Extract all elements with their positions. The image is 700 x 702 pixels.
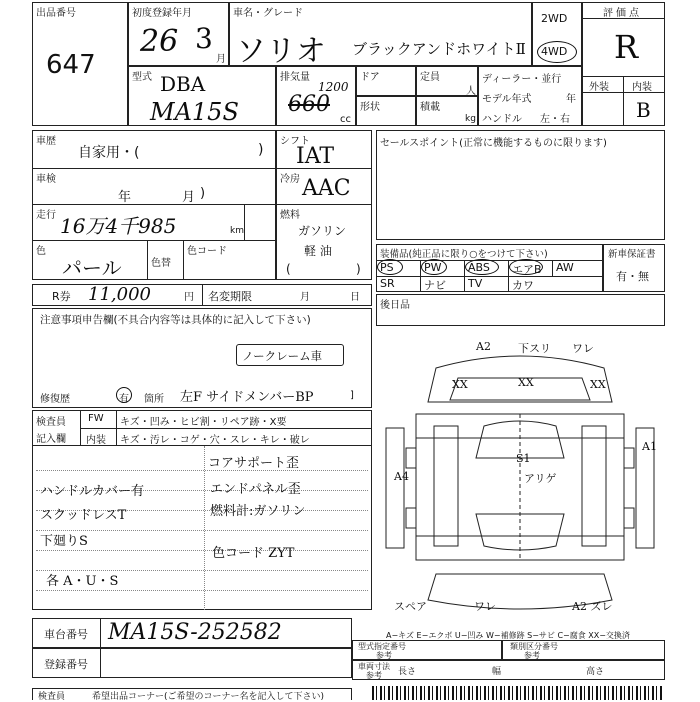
diagram-mark: XX [590, 378, 606, 391]
equipment-row-1 [376, 260, 603, 276]
recycle-yen: 円 [184, 292, 194, 303]
category-reference-label: 参考 [524, 651, 540, 660]
equipment-divider [552, 260, 553, 276]
color-value: パール [62, 256, 122, 280]
recycle-label: R券 [52, 290, 71, 303]
inspector-mid [80, 428, 372, 429]
mileage-value: 16万4千985 [60, 214, 177, 238]
exterior-label: 外装 [589, 82, 609, 93]
name-change-label: 名変期限 [208, 290, 252, 303]
car-name-label: 車名・グレード [233, 8, 303, 19]
displacement-struck: 660 [288, 92, 330, 117]
equipment-divider [508, 260, 509, 276]
km-divider [244, 204, 245, 240]
equipment-item: TV [468, 277, 483, 290]
diagram-mark: ワレ [474, 600, 496, 613]
handwritten-note: スクッドレスT [40, 508, 127, 523]
diagram-mark: アリゲ [524, 472, 557, 485]
interior-label: 内装 [632, 82, 652, 93]
model-prefix: DBA [160, 72, 206, 96]
ext-int-split [623, 76, 624, 126]
int-legend: キズ・汚レ・コゲ・穴・スレ・キレ・破レ [120, 435, 310, 446]
model-label: 型式 [132, 72, 152, 83]
history-value: 自家用・( [78, 145, 140, 161]
color-change-label: 色替 [151, 258, 171, 269]
fuel-paren-close: ) [356, 262, 361, 276]
warranty-value: 有・無 [616, 270, 649, 283]
diagram-mark: A2 [476, 340, 491, 353]
bottom-label: 検査員 [38, 692, 66, 702]
diagram-mark: S1 [516, 452, 531, 465]
model-code: MA15S [150, 98, 239, 126]
ac-value: AAC [302, 176, 351, 201]
color-label: 色 [36, 246, 46, 257]
repair-location: 左F サイドメンバーBP [180, 390, 314, 405]
chassis-label: 車台番号 [44, 628, 88, 641]
repair-label: 修復歴 [40, 394, 70, 405]
handle-value: 左・右 [540, 114, 570, 125]
cc-unit: cc [340, 114, 351, 125]
repair-mark: 有 [119, 394, 129, 405]
handwritten-note: コアサポート歪 [208, 456, 300, 471]
fuel-paren-open: ( [286, 262, 291, 276]
diagram-mark: A4 [394, 470, 409, 483]
handwritten-note: 下廻りS [40, 534, 88, 549]
warranty-label: 新車保証書 [608, 249, 656, 260]
handwritten-note: 色コード ZYT [212, 546, 295, 561]
reg-month: 3 [195, 22, 213, 55]
shift-label: シフト [280, 136, 310, 147]
diagram-mark: A2 ズレ [572, 600, 613, 613]
shift-value: IAT [296, 144, 335, 169]
entry-label: 記入欄 [36, 434, 66, 445]
month-unit: 月 [216, 54, 226, 65]
fuel-light-oil: 軽 油 [304, 244, 332, 258]
dimensions-reference-label: 参考 [366, 671, 382, 680]
diagram-mark: ワレ [572, 342, 594, 355]
handle-label: ハンドル [482, 114, 522, 125]
note-line [36, 550, 368, 551]
model-year-label: モデル年式 [482, 94, 532, 105]
history-label: 車歴 [36, 136, 56, 147]
inspection-close: ) [200, 186, 206, 201]
car-diagram [376, 328, 665, 618]
equipment-item: PS [380, 261, 394, 274]
height-label: 高さ [586, 667, 605, 677]
diagram-mark: 下スリ [518, 342, 551, 355]
int-label: 内装 [86, 435, 106, 446]
handwritten-note: ハンドルカバー有 [40, 484, 145, 499]
equipment-item: PW [424, 261, 442, 274]
fw-label: FW [88, 413, 104, 424]
diagram-mark: スペア [394, 600, 427, 613]
grade: ブラックアンドホワイトⅡ [352, 40, 526, 58]
chassis-divider [100, 618, 101, 648]
load-unit: kg [465, 114, 476, 124]
inspection-label: 車検 [36, 174, 56, 185]
rear-label: 後日品 [380, 300, 410, 311]
handwritten-note: 各 A・U・S [46, 574, 119, 589]
mileage-label: 走行 [36, 210, 56, 221]
equipment-circle [377, 259, 403, 275]
diagram-mark: XX [518, 376, 534, 389]
equipment-item: SR [380, 277, 395, 290]
equipment-circle [465, 259, 499, 275]
equipment-item: AW [556, 261, 574, 274]
diagram-legend: A−キズ E−エクボ U−凹み W−補修跡 S−サビ C−腐食 XX−交換済 [386, 631, 630, 640]
history-line-2 [32, 204, 276, 205]
history-line-3 [32, 240, 276, 241]
displacement-corrected: 1200 [318, 80, 349, 94]
length-label: 長さ [398, 667, 417, 677]
fuel-label: 燃料 [280, 210, 300, 221]
reg-year: 26 [140, 24, 179, 59]
fuel-gasoline: ガソリン [298, 224, 347, 238]
car-name: ソリオ [236, 34, 326, 69]
equipment-divider [508, 276, 509, 292]
type-reference-label: 参考 [376, 651, 392, 660]
equipment-circle [421, 259, 447, 275]
name-change-month: 月 [300, 292, 310, 303]
inspector-label: 検査員 [36, 417, 66, 428]
displacement-label: 排気量 [280, 72, 310, 83]
repair-close: ] [350, 390, 354, 401]
registration-label: 登録番号 [44, 658, 88, 671]
dealer-label: ディーラー・並行 [482, 74, 562, 85]
chassis-number: MA15S-252582 [108, 620, 282, 645]
drive-4wd: 4WD [541, 45, 568, 58]
equipment-item: ABS [468, 261, 490, 274]
rating-divider [582, 18, 665, 19]
rear-box [376, 294, 665, 326]
fw-legend: キズ・凹み・ヒビ割・リペア跡・X要 [120, 417, 287, 428]
capacity-label: 定員 [420, 72, 440, 83]
lot-label: 出品番号 [36, 8, 76, 19]
interior-grade: B [636, 98, 651, 122]
color-code-label: 色コード [187, 246, 227, 257]
ac-line [276, 204, 372, 205]
notes-separator [204, 446, 205, 610]
drive-2wd: 2WD [541, 12, 568, 25]
category-label: 類別区分番号 [510, 642, 558, 651]
diagram-mark: XX [452, 378, 468, 391]
history-line-1 [32, 168, 276, 169]
equipment-divider [420, 276, 421, 292]
load-label: 積載 [420, 102, 440, 113]
handwritten-note: 燃料計:ガソリン [210, 504, 306, 519]
equipment-row-2 [376, 276, 603, 292]
rating-value: R [614, 28, 639, 66]
shape-label: 形状 [360, 102, 380, 113]
door-label: ドア [360, 72, 380, 83]
ac-label: 冷房 [280, 174, 300, 185]
repair-location-label: 箇所 [144, 394, 164, 405]
equipment-item: エアB [512, 263, 542, 276]
diagram-mark: A1 [642, 440, 657, 453]
note-line [36, 590, 368, 591]
ext-int-header-line [582, 92, 665, 93]
lot-number: 647 [46, 50, 96, 80]
rating-label: 評価点 [603, 8, 642, 19]
bottom-note: 希望出品コーナー(ご希望のコーナー名を記入して下さい) [92, 692, 325, 702]
capacity-unit: 人 [466, 86, 476, 97]
width-label: 幅 [492, 667, 502, 677]
barcode [372, 686, 662, 700]
note-line [36, 470, 368, 471]
name-change-day: 日 [350, 292, 360, 303]
type-designation-label: 型式指定番号 [358, 642, 406, 651]
equipment-label: 装備品(純正品に限り○をつけて下さい) [380, 249, 548, 260]
equipment-divider [420, 260, 421, 276]
model-year-unit: 年 [566, 94, 576, 105]
equipment-divider [464, 260, 465, 276]
dimensions-label: 車両寸法 [358, 662, 390, 671]
color-change-divider [147, 240, 148, 280]
first-reg-label: 初度登録年月 [132, 8, 192, 19]
equipment-divider [464, 276, 465, 292]
recycle-amount: 11,000 [88, 284, 151, 305]
equipment-item: カワ [512, 279, 534, 292]
handwritten-note: エンドパネル歪 [210, 482, 301, 497]
caution-label: 注意事項申告欄(不具合内容等は具体的に記入して下さい) [40, 314, 311, 326]
recycle-divider [202, 284, 203, 306]
equipment-circle [509, 259, 543, 275]
inspection-year: 年 [118, 190, 132, 205]
color-code-divider [183, 240, 184, 280]
inspection-month: 月 [182, 190, 196, 205]
no-claim-label: ノークレーム車 [242, 349, 323, 363]
history-close: ) [258, 142, 264, 158]
km-unit: km [230, 226, 244, 236]
equipment-item: ナビ [424, 279, 446, 292]
sales-point-label: セールスポイント(正常に機能するものに限ります) [380, 138, 607, 149]
registration-divider [100, 648, 101, 678]
shift-line [276, 168, 372, 169]
